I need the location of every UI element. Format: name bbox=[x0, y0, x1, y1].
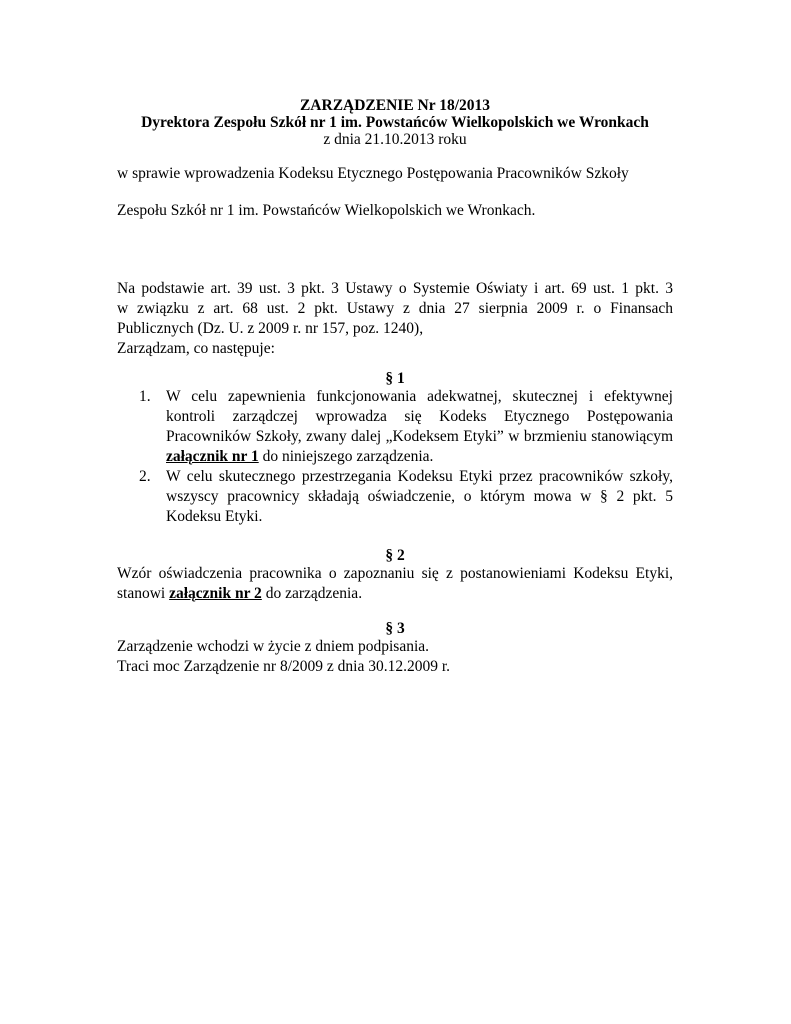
item-text-after: do niniejszego zarządzenia. bbox=[262, 448, 434, 465]
document-date: z dnia 21.10.2013 roku bbox=[323, 131, 467, 148]
section-2-text-before: stanowi bbox=[117, 585, 166, 602]
subject-line-2: Zespołu Szkół nr 1 im. Powstańców Wielkopolskich we Wronkach. bbox=[117, 202, 536, 219]
list-item bbox=[117, 467, 673, 527]
section-2-heading: § 2 bbox=[385, 547, 405, 564]
section-2-line-1: Wzór oświadczenia pracownika o zapoznaniu się z postanowieniami Kodeksu Etyki, bbox=[117, 565, 673, 582]
document-title: ZARZĄDZENIE Nr 18/2013 bbox=[299, 97, 491, 114]
section-3-body bbox=[117, 637, 673, 677]
item-text: W celu skutecznego przestrzegania Kodeksu Etyki przez pracowników szkoły, wszyscy pracownicy składają oświadczenie, o którym mowa w § 2 pkt. 5 Kodeksu Etyki. bbox=[166, 468, 673, 525]
attachment-1-reference: załącznik nr 1 bbox=[166, 448, 259, 465]
item-number: 2. bbox=[139, 468, 151, 485]
attachment-2-reference: załącznik nr 2 bbox=[169, 585, 262, 602]
basis-line-1: Na podstawie art. 39 ust. 3 pkt. 3 Ustawy o Systemie Oświaty i art. 69 ust. 1 pkt. 3 bbox=[117, 280, 673, 297]
section-3-line-2: Traci moc Zarządzenie nr 8/2009 z dnia 30.12.2009 r. bbox=[117, 658, 451, 675]
document-issuer: Dyrektora Zespołu Szkół nr 1 im. Powstańców Wielkopolskich we Wronkach bbox=[141, 114, 649, 131]
subject-line-1: w sprawie wprowadzenia Kodeksu Etycznego Postępowania Pracowników Szkoły bbox=[117, 165, 629, 182]
basis-line-4: Zarządzam, co następuje: bbox=[117, 340, 275, 357]
item-number: 1. bbox=[139, 388, 151, 405]
section-3-heading: § 3 bbox=[385, 620, 405, 637]
basis-line-3: Publicznych (Dz. U. z 2009 r. nr 157, poz. 1240), bbox=[117, 320, 424, 337]
section-3-line-1: Zarządzenie wchodzi w życie z dniem podpisania. bbox=[117, 638, 430, 655]
item-text: W celu zapewnienia funkcjonowania adekwatnej, skutecznej i efektywnej kontroli zarządczej wprowadza się Kodeks Etycznego Postępowania Pracowników Szkoły, zwany dalej „Kodeksem Etyki” w brzmieniu stanowiącym bbox=[166, 388, 673, 445]
basis-line-2: w związku z art. 68 ust. 2 pkt. Ustawy z dnia 27 sierpnia 2009 r. o Finansach bbox=[117, 300, 673, 317]
legal-basis bbox=[117, 279, 673, 359]
section-2-text-after: do zarządzenia. bbox=[265, 585, 363, 602]
section-2-body bbox=[117, 564, 673, 604]
section-2-line-2 bbox=[117, 584, 673, 604]
section-1-list bbox=[117, 387, 673, 527]
section-1-heading: § 1 bbox=[385, 370, 405, 387]
list-item bbox=[117, 387, 673, 467]
